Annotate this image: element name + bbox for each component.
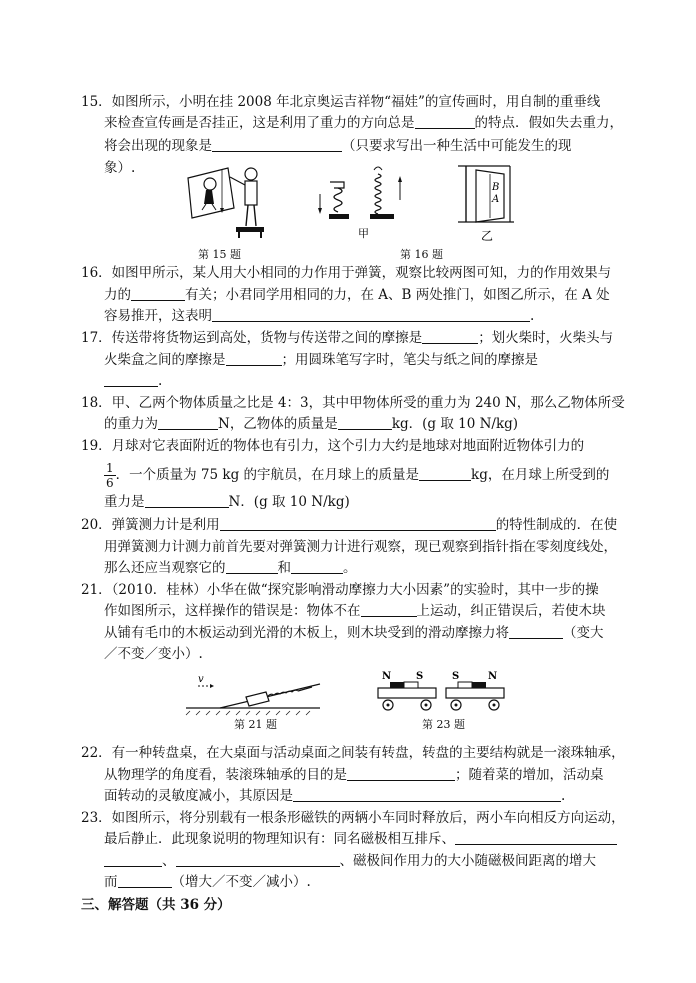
answer-blank[interactable] <box>361 602 417 617</box>
answer-blank[interactable] <box>104 852 162 867</box>
label-s-left: S <box>416 671 424 682</box>
answer-blank[interactable] <box>176 852 340 867</box>
q15-line1: 15．如图所示，小明在挂 2008 年北京奥运吉祥物“福娃”的宣传画时，用自制的重垂线 <box>81 94 601 110</box>
q15-line3: 将会出现的现象是 （只要求写出一种生活中可能发生的现 <box>104 138 572 154</box>
incline-figure <box>186 674 320 715</box>
q19-line1: 19．月球对它表面附近的物体也有引力，这个引力大约是地球对地面附近物体引力的 <box>81 438 585 454</box>
label-n-left: N <box>382 671 392 682</box>
answer-blank[interactable] <box>226 559 278 574</box>
q16-line3: 容易推开，这表明 . <box>104 308 535 324</box>
label-n-right: N <box>488 671 498 682</box>
q23-line4: 而 （增大／不变／减小）. <box>104 874 311 890</box>
label-s-right: S <box>452 671 460 682</box>
q22-line3: 面转动的灵敏度减小，其原因是 . <box>104 788 566 804</box>
q21-line3: 从铺有毛巾的木板运动到光滑的木板上，则木块受到的滑动摩擦力将 （变大 <box>104 625 604 641</box>
q23-line2: 最后静止．此现象说明的物理知识有：同名磁极相互排斥、 <box>104 829 617 849</box>
caption-23: 第 23 题 <box>422 718 465 731</box>
man-figure <box>230 168 264 238</box>
magnet-cart-left <box>378 671 436 710</box>
answer-blank[interactable] <box>226 351 282 366</box>
answer-blank[interactable] <box>419 466 471 481</box>
q20-line1: 20．弹簧测力计是利用 的特性制成的．在使 <box>81 517 618 533</box>
answer-blank[interactable] <box>347 766 455 781</box>
poster-figure <box>188 168 234 218</box>
q21-line1: 21．（2010．桂林）小华在做“探究影响滑动摩擦力大小因素”的实验时，其中一步的操 <box>81 582 599 598</box>
label-v: v <box>198 674 204 685</box>
answer-blank[interactable] <box>422 329 478 344</box>
answer-blank[interactable] <box>415 114 475 129</box>
label-jia: 甲 <box>358 227 369 240</box>
answer-blank[interactable] <box>509 624 563 639</box>
magnet-cart-right <box>446 671 504 710</box>
q16-line1: 16．如图甲所示，某人用大小相同的力作用于弹簧，观察比较两图可知，力的作用效果与 <box>81 265 612 281</box>
caption-21: 第 21 题 <box>234 718 277 731</box>
q19-line2: $\frac{1}{6}$ ．一个质量为 75 kg 的宇航员，在月球上的质量是 kg，在月球上所受到的 <box>106 461 610 490</box>
figure-21-23 <box>180 666 520 718</box>
answer-blank[interactable] <box>212 307 530 322</box>
answer-blank[interactable] <box>455 830 617 845</box>
q18-line2: 的重力为 N，乙物体的质量是 kg．(g 取 10 N/kg) <box>104 416 519 432</box>
answer-blank[interactable] <box>291 559 343 574</box>
caption-16: 第 16 题 <box>400 248 443 261</box>
label-yi: 乙 <box>481 229 494 243</box>
spring-stretched <box>370 167 402 219</box>
answer-blank[interactable] <box>131 286 185 301</box>
section-heading: 三、解答题（共 36 分） <box>81 897 231 913</box>
door-figure <box>458 166 514 222</box>
answer-blank[interactable] <box>338 415 392 430</box>
label-b: B <box>492 182 500 193</box>
answer-blank[interactable] <box>212 137 342 152</box>
q21-line2: 作如图所示，这样操作的错误是：物体不在 上运动，纠正错误后，若使木块 <box>104 603 606 619</box>
q15-line2: 来检查宣传画是否挂正，这是利用了重力的方向总是 的特点．假如失去重力， <box>104 115 623 131</box>
label-a: A <box>492 194 500 205</box>
answer-blank[interactable] <box>104 372 158 387</box>
q23-line3: 、 、磁极间作用力的大小随磁极间距离的增大 <box>104 851 596 871</box>
answer-blank[interactable] <box>220 516 496 531</box>
q22-line2: 从物理学的角度看，装滚珠轴承的目的是 ；随着菜的增加，活动桌 <box>104 767 604 783</box>
q17-line2: 火柴盒之间的摩擦是 ；用圆珠笔写字时，笔尖与纸之间的摩擦是 <box>104 352 538 368</box>
q17-line3: . <box>104 371 162 391</box>
q20-line2: 用弹簧测力计测力前首先要对弹簧测力计进行观察，现已观察到指针指在零刻度线处， <box>104 539 617 555</box>
q16-line2: 力的 有关；小君同学用相同的力，在 A、B 两处推门，如图乙所示，在 A 处 <box>104 287 610 303</box>
answer-blank[interactable] <box>158 415 218 430</box>
spring-compressed <box>318 182 349 219</box>
q18-line1: 18．甲、乙两个物体质量之比是 4：3，其中甲物体所受的重力为 240 N，那么乙物体所受 <box>81 395 625 411</box>
q19-line3: 重力是 N．(g 取 10 N/kg) <box>104 494 350 510</box>
caption-15: 第 15 题 <box>198 248 241 261</box>
answer-blank[interactable] <box>145 493 229 508</box>
q23-line1: 23．如图所示，将分别载有一根条形磁铁的两辆小车同时释放后，两小车向相反方向运动， <box>81 810 625 826</box>
q21-line4: ／不变／变小）. <box>104 646 203 662</box>
q15-line4: 象）. <box>104 160 136 176</box>
fraction-one-sixth: $\frac{1}{6}$ <box>106 461 114 490</box>
q17-line1: 17．传送带将货物运到高处，货物与传送带之间的摩擦是 ；划火柴时，火柴头与 <box>81 330 614 346</box>
answer-blank[interactable] <box>293 787 561 802</box>
q22-line1: 22．有一种转盘桌，在大桌面与活动桌面之间装有转盘，转盘的主要结构就是一滚珠轴承， <box>81 745 625 761</box>
answer-blank[interactable] <box>118 873 172 888</box>
q20-line3: 那么还应当观察它的 和 。 <box>104 560 357 576</box>
